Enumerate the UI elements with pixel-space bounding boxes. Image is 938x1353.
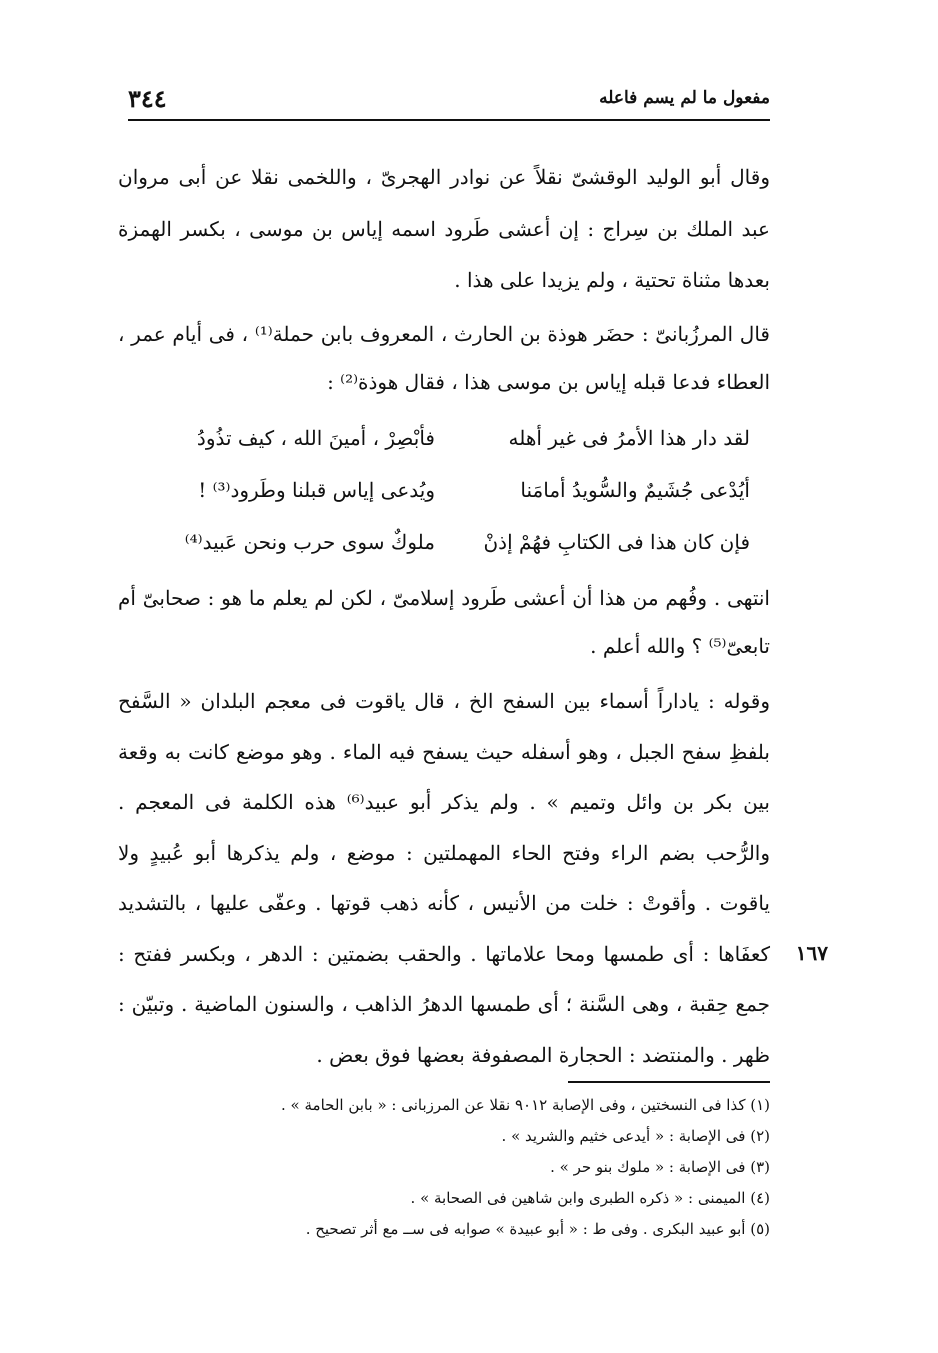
page-header bbox=[128, 82, 770, 114]
paragraph-1: وقال أبو الوليد الوقشىّ نقلاً عن نوادر الهجرىّ ، واللخمى نقلا عن أبى مروان عبد الملك بن سِراج : إن أعشى طَرود اسمه إياس بن موسى ، بكسر الهمزة بعدها مثناة تحتية ، ولم يزيدا على هذا . bbox=[118, 165, 770, 292]
paragraph-2: قال المرزُبانىّ : حضَر هوذة بن الحارث ، المعروف بابن حملة⁽¹⁾ ، فى أيام عمر ، العطاء فدعا قبله إياس بن موسى هذا ، فقال هوذة⁽²⁾ : bbox=[118, 322, 770, 394]
footnote: (٢) فى الإصابة : « أيدعى خثيم والشريد » . bbox=[501, 1127, 770, 1145]
verse-line bbox=[150, 412, 750, 464]
paragraph-4: وقوله : ياداراً أسماء بين السفح الخ ، قال ياقوت فى معجم البلدان « السَّفح بلفظِ سفح الجبل ، وهو أسفله حيث يسفح فيه الماء . وهو موضع كانت به وقعة بين بكر بن وائل وتميم » . ولم يذكر أبو عبيد⁽⁶⁾ هذه الكلمة فى المعجم . والرُّحب بضم الراء وفتح الحاء المهملتين : موضع ، ولم يذكرها أبو عُبيدٍ ولا ياقوت . وأقوتْ : خلت من الأنيس ، كأنه ذهب قوتها . وعفّى عليها ، بالتشديد كعفَاها : أى طمسها ومحا علاماتها . والحقب بضمتين : الدهر ، وبكسر ففتح : جمع حِقبة ، وهى السَّنة ؛ أى طمسها الدهرُ الذاهب ، والسنون الماضية . وتبيّن : ظهر . والمنتضد : الحجارة المصفوفة بعضها فوق بعض . bbox=[118, 689, 770, 1067]
paragraph-3: انتهى . وفُهم من هذا أن أعشى طَرود إسلامىّ ، لكن لم يعلم ما هو : صحابىّ أم تابعىّ⁽⁵⁾ ؟ والله أعلم . bbox=[118, 586, 770, 658]
verse-first-hemistich: فإن كان هذا فى الكتابِ فهُمْ إذنْ bbox=[483, 530, 750, 554]
running-head: مفعول ما لم يسم فاعله bbox=[599, 88, 770, 108]
verse-second-hemistich: فأبْصِرْ ، أمينَ الله ، كيف تذُودُ bbox=[196, 426, 435, 450]
verse-second-hemistich: ويُدعى إياس قبلنا وطَرود⁽³⁾ ! bbox=[198, 478, 435, 502]
verse-line bbox=[150, 464, 750, 516]
page-number: ٣٤٤ bbox=[128, 83, 167, 113]
footnote: (٥) أبو عبيد البكرى . وفى ط : « أبو عبيدة » صوابه فى ســ مع أثر تصحيح . bbox=[305, 1220, 770, 1238]
poem-verses bbox=[150, 412, 750, 568]
verse-first-hemistich: لقد دار هذا الأمرُ فى غير أهله bbox=[508, 426, 750, 450]
footnote: (٤) الميمنى : « ذكره الطبرى وابن شاهين فى الصحابة » . bbox=[410, 1189, 770, 1207]
footnotes bbox=[110, 1090, 770, 1245]
verse-first-hemistich: أيُدْعى جُشَيمٌ والسُّويدُ أمامَنا bbox=[520, 478, 750, 502]
verse-line bbox=[150, 516, 750, 568]
footnote: (١) كذا فى النسختين ، وفى الإصابة ٩٠١٢ نقلا عن المرزبانى : « بابن الحامة » . bbox=[281, 1096, 770, 1114]
footnote-rule bbox=[568, 1081, 770, 1083]
verse-second-hemistich: ملوكٌ سوى حرب ونحن عَبيد⁽⁴⁾ bbox=[184, 530, 435, 554]
header-rule bbox=[128, 119, 770, 121]
margin-number: ١٦٧ bbox=[795, 941, 828, 965]
footnote: (٣) فى الإصابة : « ملوك بنو حر » . bbox=[550, 1158, 770, 1176]
